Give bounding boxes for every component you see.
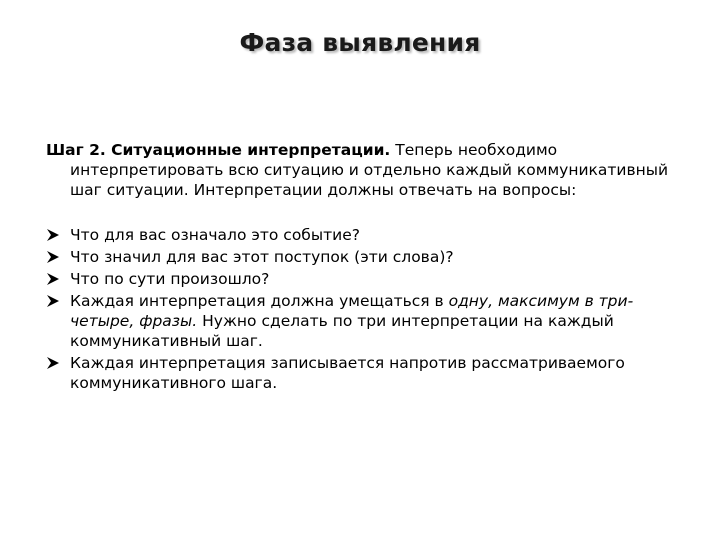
bullet-text-post: Нужно сделать по три интерпретации на каждый коммуникативный шаг. bbox=[70, 312, 614, 350]
step-heading: Шаг 2. Ситуационные интерпретации. bbox=[46, 141, 391, 159]
arrowhead-bullet-icon bbox=[46, 294, 60, 308]
slide-body bbox=[46, 140, 686, 395]
bullet-text-pre: Каждая интерпретация должна умещаться в bbox=[70, 292, 449, 310]
bullet-item bbox=[46, 269, 686, 289]
bullet-text: Что по сути произошло? bbox=[70, 270, 270, 288]
bullet-item bbox=[46, 225, 686, 245]
bullet-text-emphasis: одну, максимум в три-четыре, фразы. bbox=[70, 292, 634, 330]
bullet-text: Каждая интерпретация записывается напротив рассматриваемого коммуникативного шага. bbox=[70, 354, 625, 392]
bullet-list bbox=[46, 225, 686, 393]
arrowhead-bullet-icon bbox=[46, 272, 60, 286]
arrowhead-bullet-icon bbox=[46, 228, 60, 242]
arrowhead-bullet-icon bbox=[46, 250, 60, 264]
slide-title: Фаза выявления bbox=[239, 28, 481, 57]
bullet-item bbox=[46, 247, 686, 267]
bullet-text: Что значил для вас этот поступок (эти слова)? bbox=[70, 248, 454, 266]
bullet-item bbox=[46, 353, 686, 393]
intro-paragraph bbox=[46, 140, 686, 200]
intro-text: Теперь необходимо интерпретировать всю ситуацию и отдельно каждый коммуникативный шаг ситуации. Интерпретации должны отвечать на вопросы: bbox=[70, 141, 669, 199]
bullet-item bbox=[46, 291, 686, 351]
arrowhead-bullet-icon bbox=[46, 356, 60, 370]
bullet-text: Что для вас означало это событие? bbox=[70, 226, 360, 244]
